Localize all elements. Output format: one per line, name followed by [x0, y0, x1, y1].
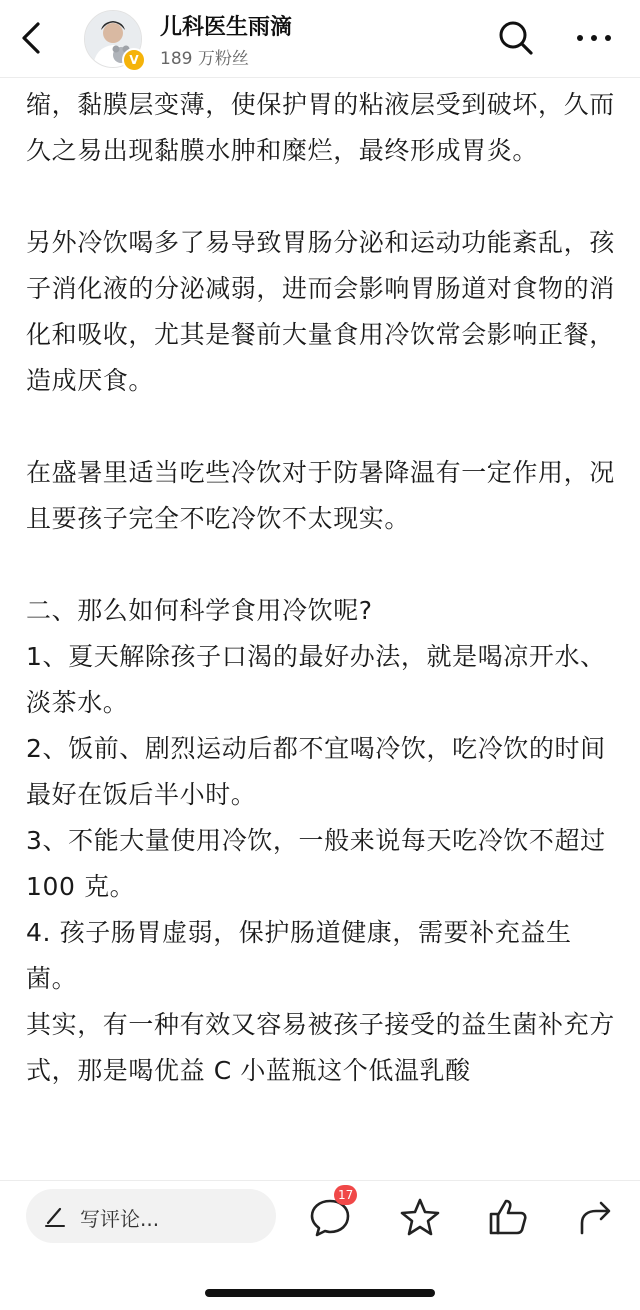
thumbs-up-icon[interactable]: [484, 1193, 532, 1241]
article-paragraph: 另外冷饮喝多了易导致胃肠分泌和运动功能紊乱，孩子消化液的分泌减弱，进而会影响胃肠道对食物的消化和吸收，尤其是餐前大量食用冷饮常会影响正餐，造成厌食。: [26, 228, 615, 395]
article-body: [26, 78, 618, 1180]
top-nav-bar: [0, 0, 640, 78]
author-name[interactable]: 儿科医生雨滴: [160, 15, 293, 40]
paragraph-spacer: [26, 542, 618, 588]
article-paragraph: 在盛暑里适当吃些冷饮对于防暑降温有一定作用，况且要孩子完全不吃冷饮不太现实。: [26, 458, 615, 533]
article-paragraph: 其实，有一种有效又容易被孩子接受的益生菌补充方式，那是喝优益 C 小蓝瓶这个低温乳酸: [26, 1010, 615, 1085]
comment-placeholder: 写评论...: [80, 1207, 160, 1231]
list-item: 3、不能大量使用冷饮，一般来说每天吃冷饮不超过 100 克。: [26, 826, 606, 901]
paragraph-spacer: [26, 174, 618, 220]
verified-badge: V: [122, 48, 146, 72]
section-heading: 二、那么如何科学食用冷饮呢?: [26, 596, 373, 625]
more-dots-icon[interactable]: [568, 16, 620, 60]
article-paragraph: 缩，黏膜层变薄，使保护胃的粘液层受到破坏，久而久之易出现黏膜水肿和糜烂，最终形成胃炎。: [26, 90, 615, 165]
home-indicator: [205, 1289, 435, 1297]
list-item: 4. 孩子肠胃虚弱，保护肠道健康，需要补充益生菌。: [26, 918, 572, 993]
search-icon[interactable]: [494, 16, 538, 60]
pen-icon: [42, 1203, 68, 1229]
paragraph-spacer: [26, 404, 618, 450]
bottom-action-bar: [0, 1180, 640, 1310]
star-icon[interactable]: [396, 1193, 444, 1241]
comment-input[interactable]: [26, 1189, 276, 1243]
list-item: 2、饭前、剧烈运动后都不宜喝冷饮，吃冷饮的时间最好在饭后半小时。: [26, 734, 606, 809]
chevron-left-icon[interactable]: [14, 16, 54, 60]
comment-count-badge: 17: [334, 1185, 357, 1205]
share-arrow-icon[interactable]: [572, 1193, 620, 1241]
list-item: 1、夏天解除孩子口渴的最好办法，就是喝凉开水、淡茶水。: [26, 642, 606, 717]
fans-count: 189 万粉丝: [160, 49, 249, 69]
